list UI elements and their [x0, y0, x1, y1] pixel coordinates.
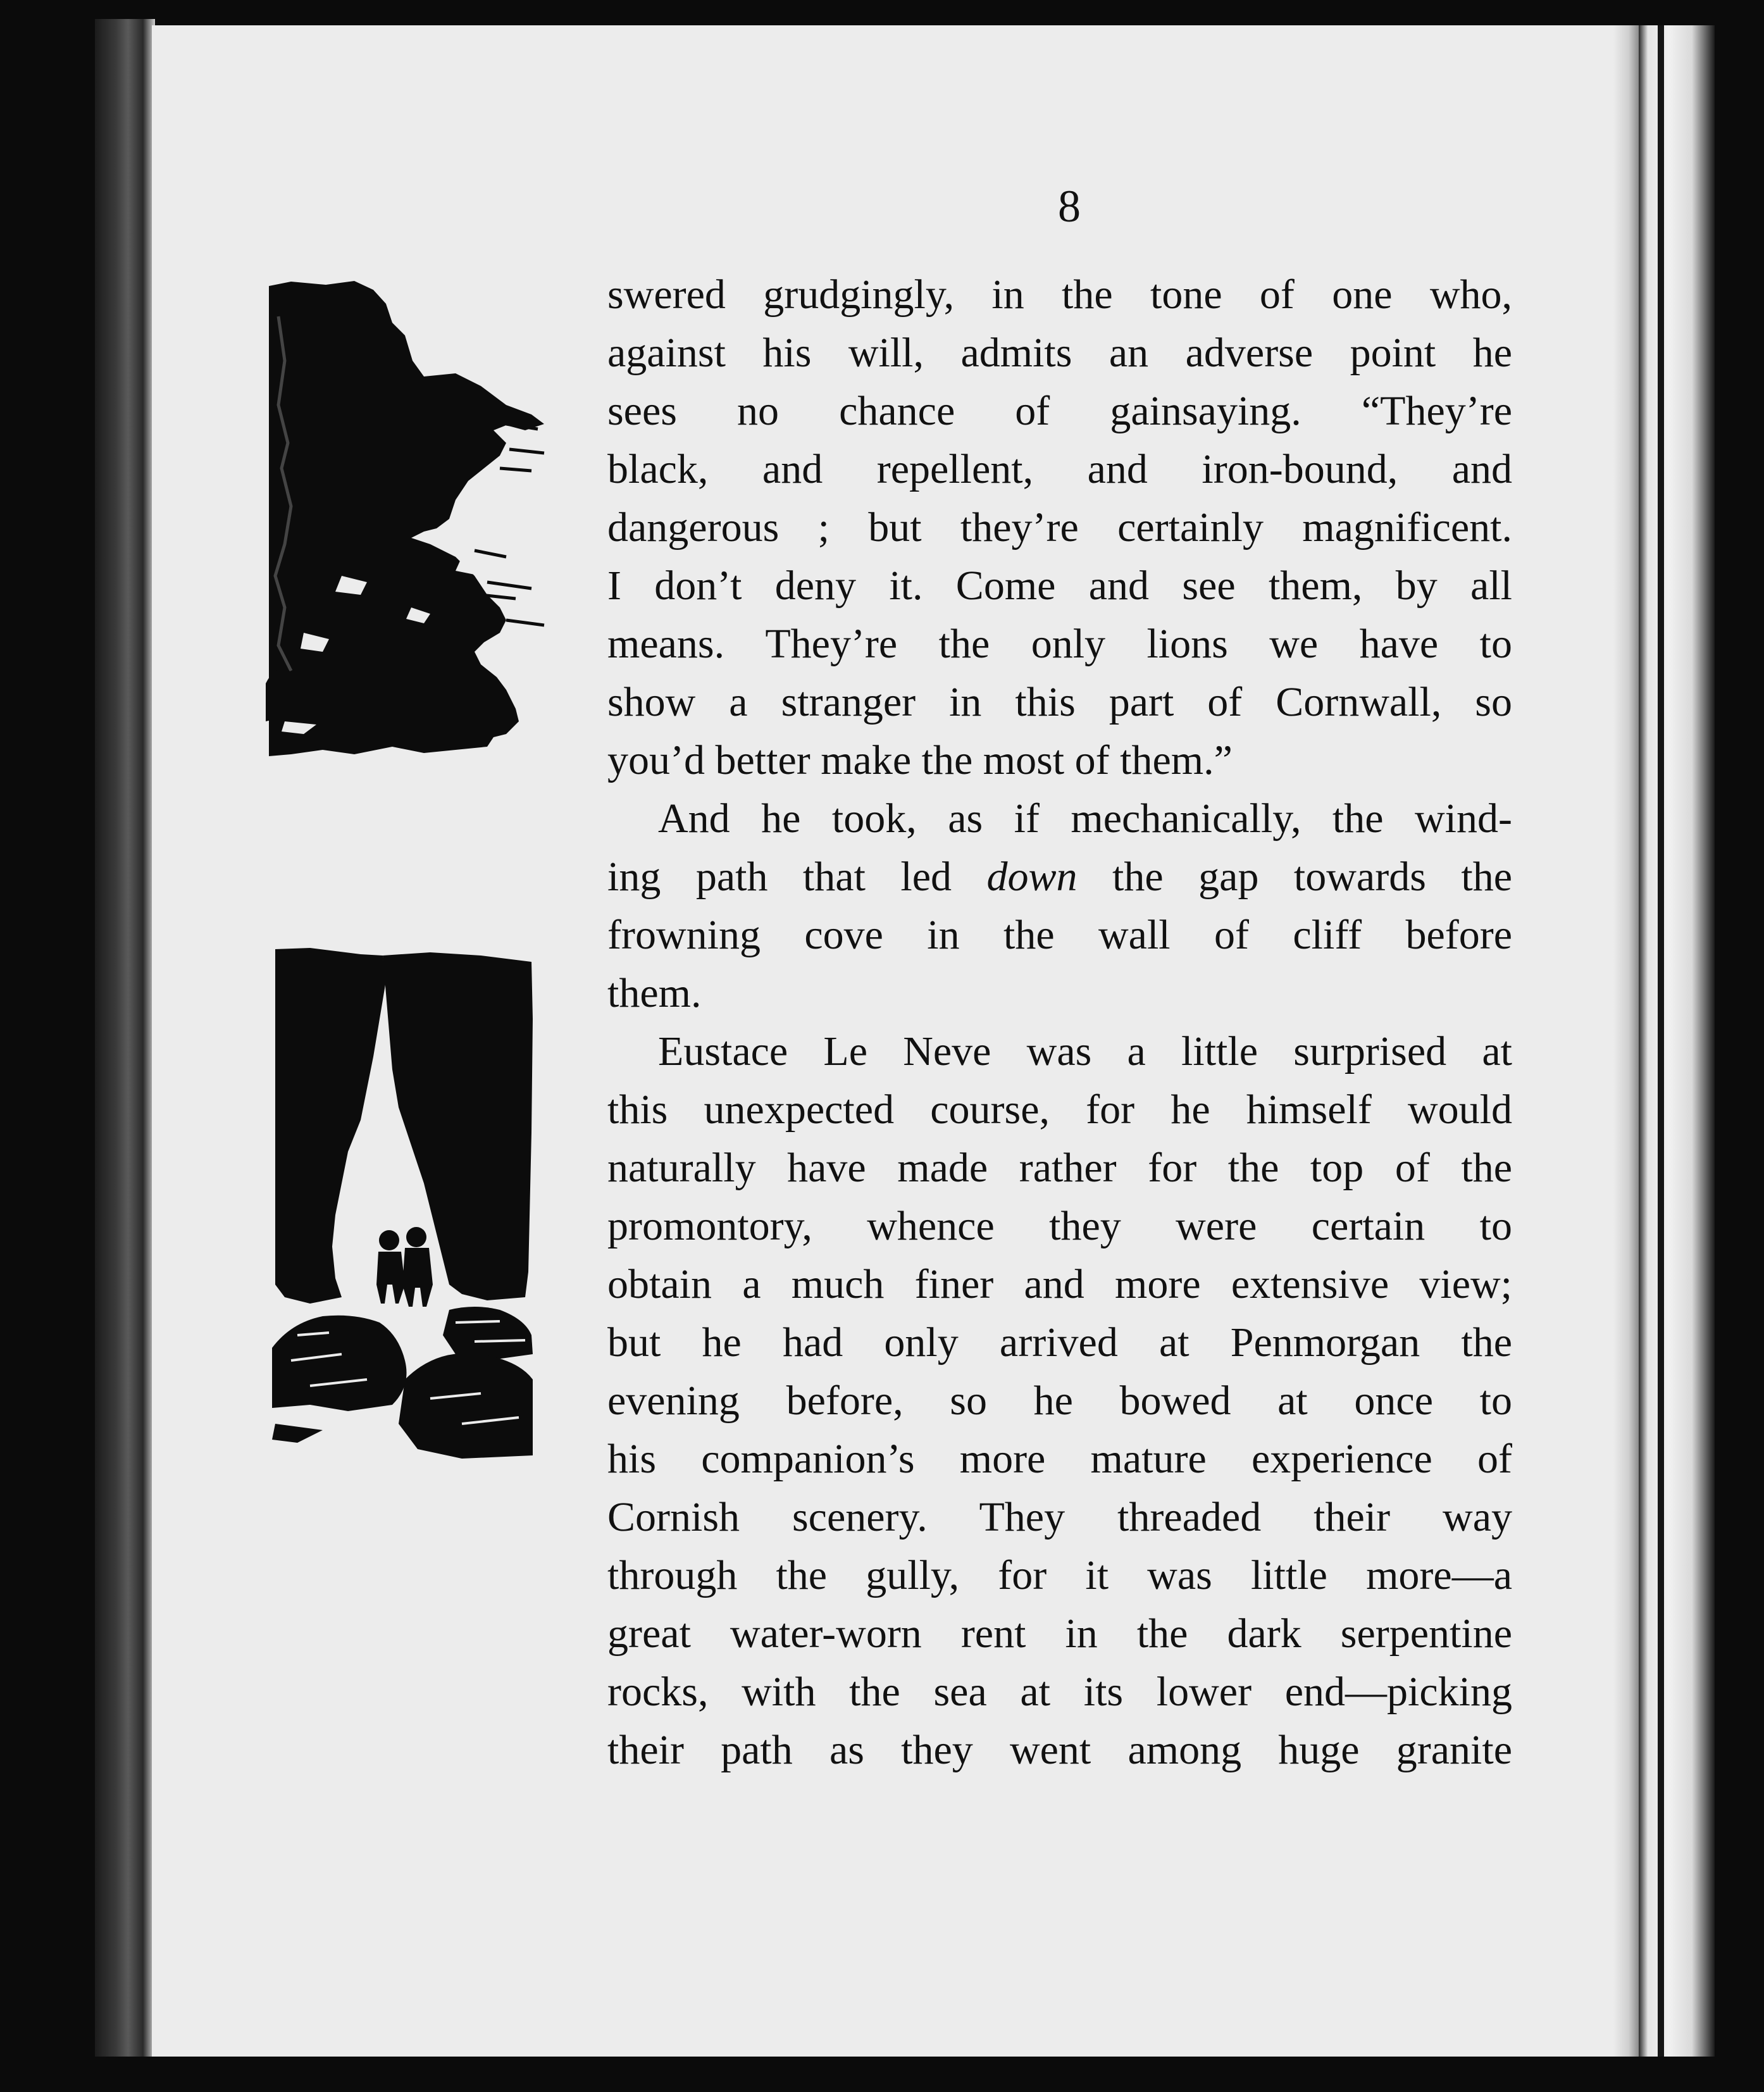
text-line: them.	[607, 970, 702, 1016]
rock-gap-figures-illustration	[272, 943, 538, 1462]
text-line: obtain a much finer and more extensive view;	[607, 1261, 1512, 1307]
text-line: swered grudgingly, in the tone of one who,	[607, 271, 1512, 318]
text-line: Eustace Le Neve was a little surprised at	[658, 1028, 1512, 1074]
text-line: you’d better make the most of them.”	[607, 737, 1233, 783]
cliff-illustration	[266, 278, 557, 759]
italic-word: down	[986, 854, 1078, 900]
text-line: frowning cove in the wall of cliff before	[607, 912, 1512, 958]
text-segment: ing path that led	[607, 854, 987, 900]
page-gutter-shadow	[1613, 25, 1639, 2057]
text-line: black, and repellent, and iron-bound, and	[607, 446, 1512, 492]
text-line: sees no chance of gainsaying. “They’re	[607, 388, 1512, 434]
text-line: And he took, as if mechanically, the wind-	[658, 795, 1512, 842]
text-line: dangerous ; but they’re certainly magnificent.	[607, 504, 1512, 551]
text-line: I don’t deny it. Come and see them, by all	[607, 563, 1512, 609]
text-line: great water-worn rent in the dark serpentine	[607, 1610, 1512, 1657]
text-line: means. They’re the only lions we have to	[607, 621, 1512, 667]
body-text	[607, 266, 1512, 1779]
text-line: Cornish scenery. They threaded their way	[607, 1494, 1512, 1540]
text-line: but he had only arrived at Penmorgan the	[607, 1319, 1512, 1366]
book-binding-left	[95, 19, 155, 2057]
text-line: this unexpected course, for he himself would	[607, 1086, 1512, 1133]
text-line: against his will, admits an adverse point he	[607, 330, 1512, 376]
text-line: through the gully, for it was little more—a	[607, 1552, 1512, 1598]
text-line	[607, 848, 1512, 906]
text-line: his companion’s more mature experience of	[607, 1436, 1512, 1482]
text-line: naturally have made rather for the top of the	[607, 1145, 1512, 1191]
text-segment: the gap towards the	[1077, 854, 1512, 900]
text-line: evening before, so he bowed at once to	[607, 1378, 1512, 1424]
book-spine-line	[1658, 25, 1664, 2057]
page-number: 8	[1058, 181, 1081, 232]
text-line: their path as they went among huge granite	[607, 1727, 1512, 1773]
text-line: rocks, with the sea at its lower end—picking	[607, 1669, 1512, 1715]
facing-page-edge	[1639, 25, 1715, 2057]
text-line: promontory, whence they were certain to	[607, 1203, 1512, 1249]
text-line: show a stranger in this part of Cornwall, so	[607, 679, 1512, 725]
